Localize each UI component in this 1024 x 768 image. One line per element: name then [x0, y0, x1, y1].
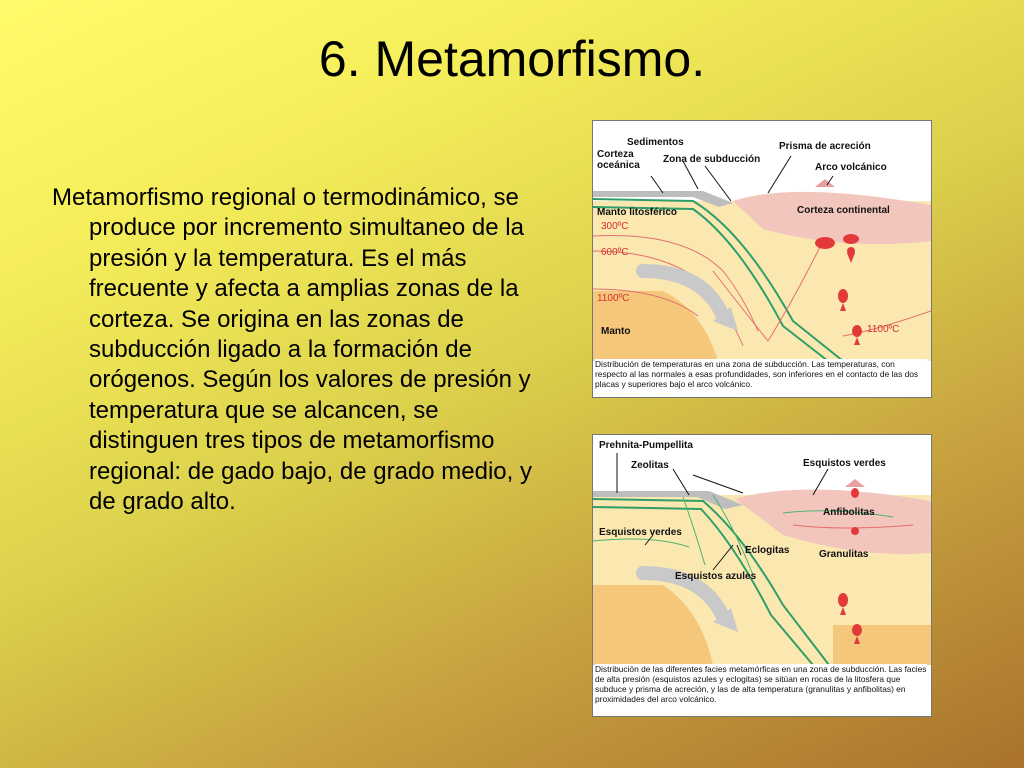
label-corteza-oceanica: Corteza oceánica: [597, 149, 640, 171]
label-anfibolitas: Anfibolitas: [823, 507, 875, 518]
label-zeolitas: Zeolitas: [631, 460, 669, 471]
subduction-temperature-diagram: [592, 120, 932, 398]
label-esquistos-verdes-top: Esquistos verdes: [803, 458, 886, 469]
label-corteza-continental: Corteza continental: [797, 205, 890, 216]
label-sedimentos: Sedimentos: [627, 137, 684, 148]
label-esquistos-verdes-left: Esquistos verdes: [599, 527, 682, 538]
label-zona-subduccion: Zona de subducción: [663, 154, 761, 165]
metamorphic-facies-diagram: [592, 434, 932, 717]
slide-title: 6. Metamorfismo.: [318, 31, 706, 87]
label-600c: 600ºC: [601, 247, 629, 258]
label-1100c-right: 1100ºC: [867, 324, 900, 335]
label-prehnita-pumpellita: Prehnita-Pumpellita: [599, 440, 693, 451]
label-granulitas: Granulitas: [819, 549, 869, 560]
label-manto-litosferico: Manto litosférico: [597, 207, 678, 218]
figure1-caption: Distribución de temperaturas en una zona de subducción. Las temperaturas, con respecto al las normales a esas profundidades, son inferiores en el contacto de las dos placas y superiores bajo el arco volcánico.: [595, 359, 927, 395]
label-manto: Manto: [601, 326, 631, 337]
label-arco-volcanico: Arco volcánico: [815, 162, 887, 173]
label-esquistos-azules: Esquistos azules: [675, 571, 757, 582]
figure2-caption: Distribución de las diferentes facies metamórficas en una zona de subducción. Las facies de alta presión (esquistos azules y eclogitas) se sitúan en rocas de la litosfera que subduce y prisma de acreción, y las de alta temperatura (granulitas y anfibolitas) en proximidades del arco volcánico.: [595, 664, 927, 714]
label-300c: 300ºC: [601, 221, 629, 232]
label-prisma-acrecion: Prisma de acreción: [779, 141, 871, 152]
body-paragraph: Metamorfismo regional o termodinámico, se produce por incremento simultaneo de la presión y la temperatura. Es el más frecuente y afecta a amplias zonas de la corteza. Se origina en las zonas de subducción ligado a la formación de orógenos. Según los valores de presión y temperatura que se alcancen, se distinguen tres tipos de metamorfismo regional: de gado bajo, de grado medio, y de grado alto.: [52, 184, 532, 516]
label-1100c-left: 1100ºC: [597, 293, 630, 304]
label-eclogitas: Eclogitas: [745, 545, 790, 556]
